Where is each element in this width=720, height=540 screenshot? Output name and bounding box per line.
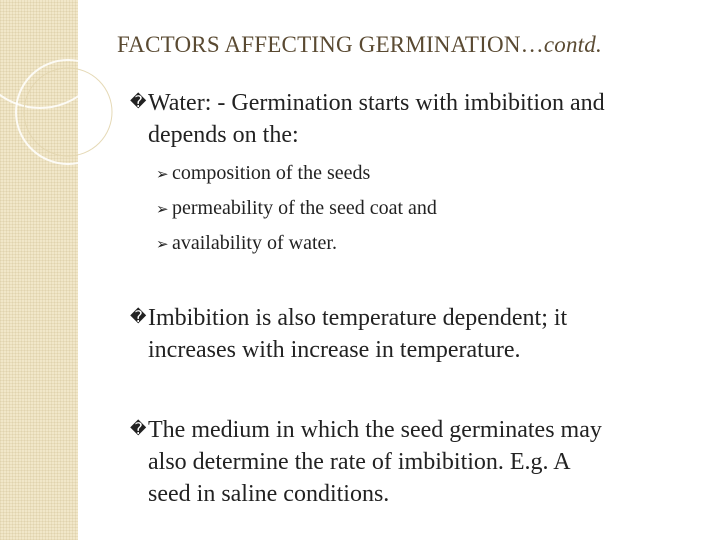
water-text-line1: : - Germination starts with imbibition and	[204, 90, 605, 116]
imbibition-paragraph	[130, 301, 705, 366]
decorative-circles	[0, 0, 130, 220]
medium-line3: seed in saline conditions.	[148, 481, 390, 507]
medium-line1: The medium in which the seed germinates may	[148, 417, 602, 443]
water-label: Water	[148, 90, 205, 116]
list-item: ➢ composition of the seeds	[156, 156, 437, 191]
imbibition-line1: Imbibition is also temperature dependent; it	[148, 305, 568, 331]
slide-title-suffix: contd.	[543, 32, 602, 57]
slide-title	[117, 32, 602, 58]
arrow-bullet-icon: ➢	[156, 235, 169, 253]
list-item: ➢ availability of water.	[156, 226, 437, 261]
water-paragraph	[130, 86, 705, 151]
arrow-bullet-icon: ➢	[156, 165, 169, 183]
medium-line2: also determine the rate of imbibition. E.g. A	[148, 449, 571, 475]
list-item: ➢ permeability of the seed coat and	[156, 191, 437, 226]
medium-paragraph	[130, 413, 705, 510]
water-factors-list	[156, 156, 437, 261]
slide-title-main: FACTORS AFFECTING GERMINATION…	[117, 32, 544, 57]
bullet-icon: �	[130, 92, 147, 111]
arrow-bullet-icon: ➢	[156, 200, 169, 218]
bullet-icon: �	[130, 419, 147, 438]
water-text-line2: depends on the:	[148, 122, 299, 148]
bullet-icon: �	[130, 307, 147, 326]
imbibition-line2: increases with increase in temperature.	[148, 337, 521, 363]
